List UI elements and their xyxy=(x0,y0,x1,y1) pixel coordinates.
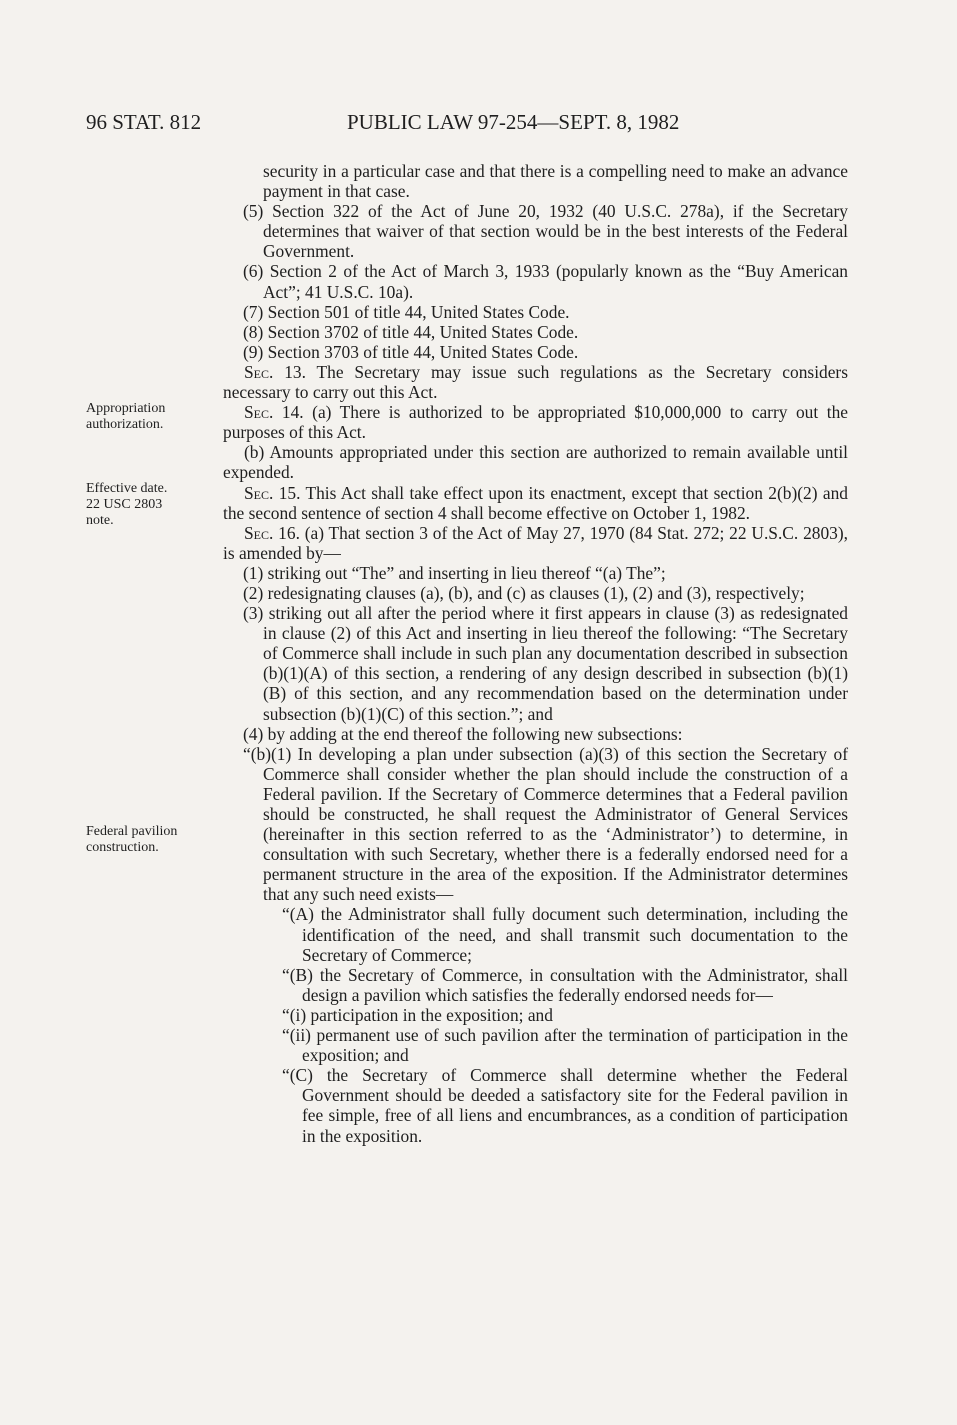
section-13: Sec. 13. The Secretary may issue such regulations as the Secretary considers necessary to carry out this Act. xyxy=(223,361,848,403)
section-label: Sec. xyxy=(244,361,274,382)
paragraph: (8) Section 3702 of title 44, United States Code. xyxy=(243,321,579,342)
paragraph: “(A) the Administrator shall fully document such determination, including the identification of the need, and shall transmit such documentation to the Secretary of Commerce; xyxy=(282,904,848,965)
paragraph: (9) Section 3703 of title 44, United States Code. xyxy=(243,341,579,362)
page-header xyxy=(86,110,886,140)
paragraph: (6) Section 2 of the Act of March 3, 1933 (popularly known as the “Buy American Act”; 41 U.S.C. 10a). xyxy=(243,261,848,302)
section-label: Sec. xyxy=(244,402,274,423)
section-14: Sec. 14. (a) There is authorized to be appropriated $10,000,000 to carry out the purposes of this Act. xyxy=(223,402,848,443)
paragraph: (b) Amounts appropriated under this section are authorized to remain available until expended. xyxy=(223,442,848,483)
section-15: Sec. 15. This Act shall take effect upon its enactment, except that section 2(b)(2) and the second sentence of section 4 shall become effective on October 1, 1982. xyxy=(223,482,848,523)
stat-page-number: 96 STAT. 812 xyxy=(86,110,202,134)
paragraph: “(ii) permanent use of such pavilion after the termination of participation in the exposition; and xyxy=(282,1025,848,1066)
paragraph: “(i) participation in the exposition; and xyxy=(282,1004,553,1025)
paragraph: “(C) the Secretary of Commerce shall determine whether the Federal Government should be deeded a satisfactory site for the Federal pavilion in fee simple, free of all liens and encumbrances, as a condition of participation in the exposition. xyxy=(282,1065,848,1146)
paragraph: “(B) the Secretary of Commerce, in consultation with the Administrator, shall design a pavilion which satisfies the federally endorsed needs for— xyxy=(282,964,848,1005)
margin-note-federal-pavilion: Federal pavilion construction. xyxy=(86,824,178,855)
paragraph: security in a particular case and that there is a compelling need to make an advance payment in that case. xyxy=(263,161,848,202)
section-label: Sec. xyxy=(244,522,274,543)
paragraph: (4) by adding at the end thereof the following new subsections: xyxy=(243,723,683,744)
paragraph: “(b)(1) In developing a plan under subsection (a)(3) of this section the Secretary of Commerce shall consider whether the plan should include the construction of a Federal pavilion. If the Secretary of Commerce determines that a Federal pavilion should be constructed, he shall request the Administrator of General Services (hereinafter in this section referred to as the ‘Administrator’) to determine, in consultation with such Secretary, whether there is a federally endorsed need for a permanent structure in the area of the exposition. If the Administrator determines that any such need exists— xyxy=(243,743,848,905)
paragraph: (1) striking out “The” and inserting in lieu thereof “(a) The”; xyxy=(243,562,666,583)
paragraph: (5) Section 322 of the Act of June 20, 1932 (40 U.S.C. 278a), if the Secretary determines that waiver of that section would be in the best interests of the Federal Government. xyxy=(243,201,848,262)
margin-note-appropriation: Appropriation authorization. xyxy=(86,401,166,432)
paragraph: (2) redesignating clauses (a), (b), and (c) as clauses (1), (2) and (3), respectively; xyxy=(243,582,805,603)
section-label: Sec. xyxy=(244,482,274,503)
body-text xyxy=(223,161,848,1146)
public-law-title: PUBLIC LAW 97-254—SEPT. 8, 1982 xyxy=(347,110,680,134)
paragraph: (3) striking out all after the period where it first appears in clause (3) as redesignated in clause (2) of this Act and inserting in lieu thereof the following: “The Secretary of Commerce shall include in such plan any documentation described in subsection (b)(1)(A) of this section, a rendering of any design described in subsection (b)(1)(B) of this section, and any recommendation based on the determination under subsection (b)(1)(C) of this section.”; and xyxy=(243,603,848,724)
margin-note-effective-date: Effective date. 22 USC 2803 note. xyxy=(86,481,168,528)
section-16: Sec. 16. (a) That section 3 of the Act of May 27, 1970 (84 Stat. 272; 22 U.S.C. 2803), is amended by— xyxy=(223,522,848,563)
paragraph: (7) Section 501 of title 44, United States Code. xyxy=(243,301,570,322)
